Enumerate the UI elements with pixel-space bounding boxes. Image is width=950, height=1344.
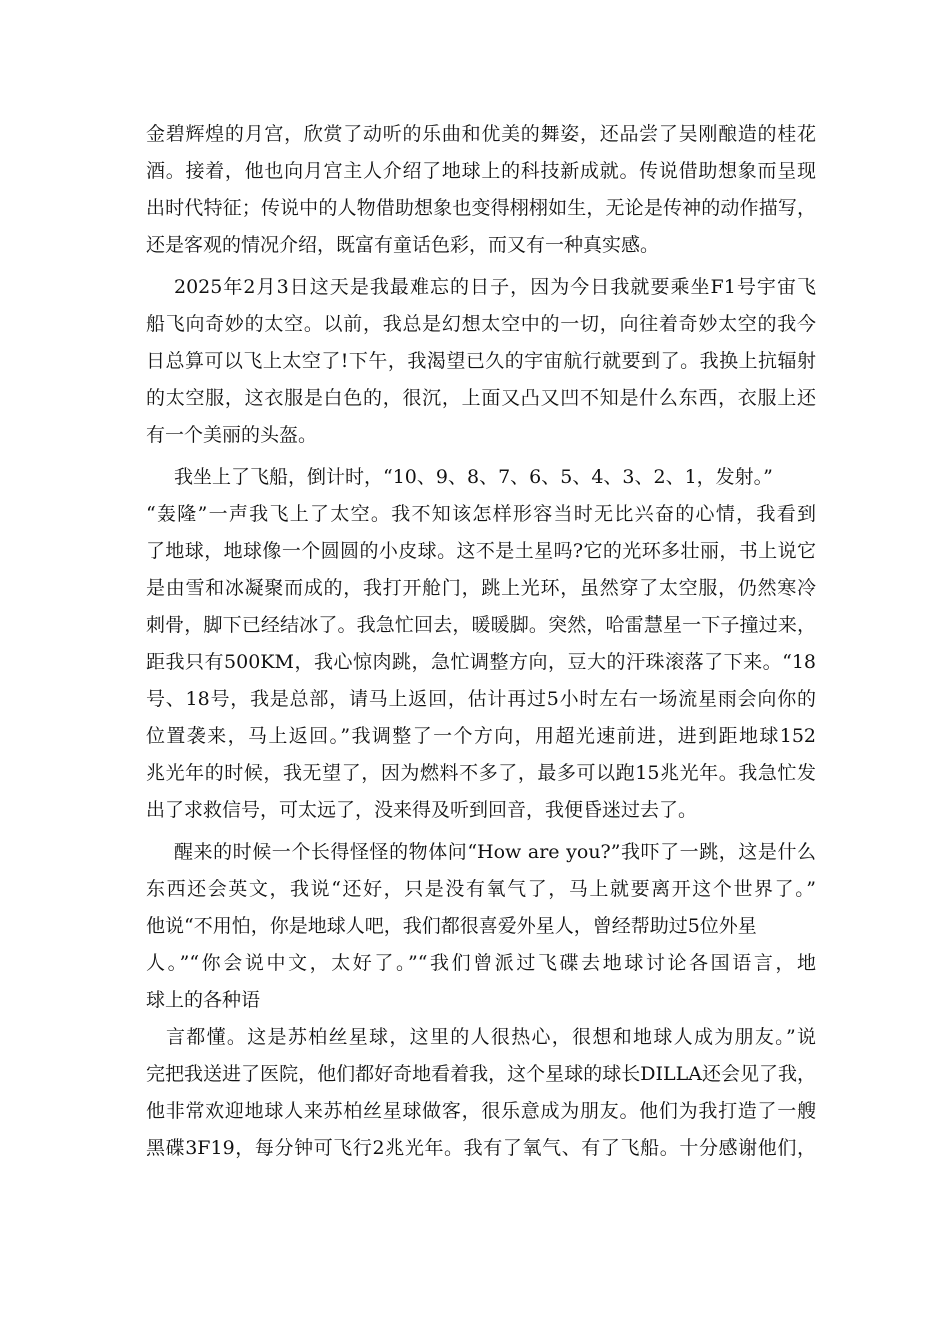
text-line: “轰隆”一声我飞上了太空。我不知该怎样形容当时无比兴奋的心情，我看到	[146, 503, 816, 525]
text-line: 距我只有500KM，我心惊肉跳，急忙调整方向，豆大的汗珠滚落了下来。“18	[146, 651, 816, 673]
text-line: 酒。接着，他也向月宫主人介绍了地球上的科技新成就。传说借助想象而呈现	[146, 160, 816, 182]
text-line: 位置袭来，马上返回。”我调整了一个方向，用超光速前进，进到距地球152	[146, 725, 816, 747]
text-line: 他非常欢迎地球人来苏柏丝星球做客，很乐意成为朋友。他们为我打造了一艘	[146, 1100, 816, 1122]
text-line: 船飞向奇妙的太空。以前，我总是幻想太空中的一切，向往着奇妙太空的我今	[146, 313, 816, 335]
text-line: 完把我送进了医院，他们都好奇地看着我，这个星球的球长DILLA还会见了我，	[146, 1063, 816, 1085]
paragraph-5	[146, 1019, 816, 1167]
text-line: 金碧辉煌的月宫，欣赏了动听的乐曲和优美的舞姿，还品尝了吴刚酿造的桂花	[146, 123, 816, 145]
text-line: 兆光年的时候，我无望了，因为燃料不多了，最多可以跑15兆光年。我急忙发	[146, 762, 816, 784]
text-line: 的太空服，这衣服是白色的，很沉，上面又凸又凹不知是什么东西，衣服上还	[146, 387, 816, 409]
text-line: 球上的各种语	[146, 989, 261, 1011]
text-line: 醒来的时候一个长得怪怪的物体问“How are you?”我吓了一跳，这是什么	[174, 841, 816, 863]
text-line: 人。”“你会说中文，太好了。”“我们曾派过飞碟去地球讨论各国语言，地	[146, 952, 816, 974]
body-text	[146, 116, 816, 1167]
text-line: 他说“不用怕，你是地球人吧，我们都很喜爱外星人，曾经帮助过5位外星	[146, 915, 757, 937]
paragraph-1	[146, 116, 816, 264]
text-line: 黑碟3F19，每分钟可飞行2兆光年。我有了氧气、有了飞船。十分感谢他们，	[146, 1137, 816, 1159]
text-line: 2025年2月3日这天是我最难忘的日子，因为今日我就要乘坐F1号宇宙飞	[174, 276, 816, 298]
text-line: 有一个美丽的头盔。	[146, 424, 318, 446]
text-line: 出时代特征；传说中的人物借助想象也变得栩栩如生，无论是传神的动作描写，	[146, 197, 816, 219]
text-line: 我坐上了飞船，倒计时，“10、9、8、7、6、5、4、3、2、1，发射。”	[174, 466, 773, 488]
paragraph-4	[146, 834, 816, 1019]
text-line: 了地球，地球像一个圆圆的小皮球。这不是土星吗?它的光环多壮丽，书上说它	[146, 540, 816, 562]
text-line: 出了求救信号，可太远了，没来得及听到回音，我便昏迷过去了。	[146, 799, 698, 821]
text-line: 东西还会英文，我说“还好，只是没有氧气了，马上就要离开这个世界了。”	[146, 878, 816, 900]
text-line: 号、18号，我是总部，请马上返回，估计再过5小时左右一场流星雨会向你的	[146, 688, 816, 710]
text-line: 还是客观的情况介绍，既富有童话色彩，而又有一种真实感。	[146, 234, 660, 256]
paragraph-3	[146, 459, 816, 829]
text-line: 是由雪和冰凝聚而成的，我打开舱门，跳上光环，虽然穿了太空服，仍然寒冷	[146, 577, 816, 599]
text-line: 言都懂。这是苏柏丝星球，这里的人很热心，很想和地球人成为朋友。”说	[166, 1026, 816, 1048]
text-line: 刺骨，脚下已经结冰了。我急忙回去，暖暖脚。突然，哈雷慧星一下子撞过来，	[146, 614, 816, 636]
text-line: 日总算可以飞上太空了!下午，我渴望已久的宇宙航行就要到了。我换上抗辐射	[146, 350, 816, 372]
paragraph-2	[146, 269, 816, 454]
